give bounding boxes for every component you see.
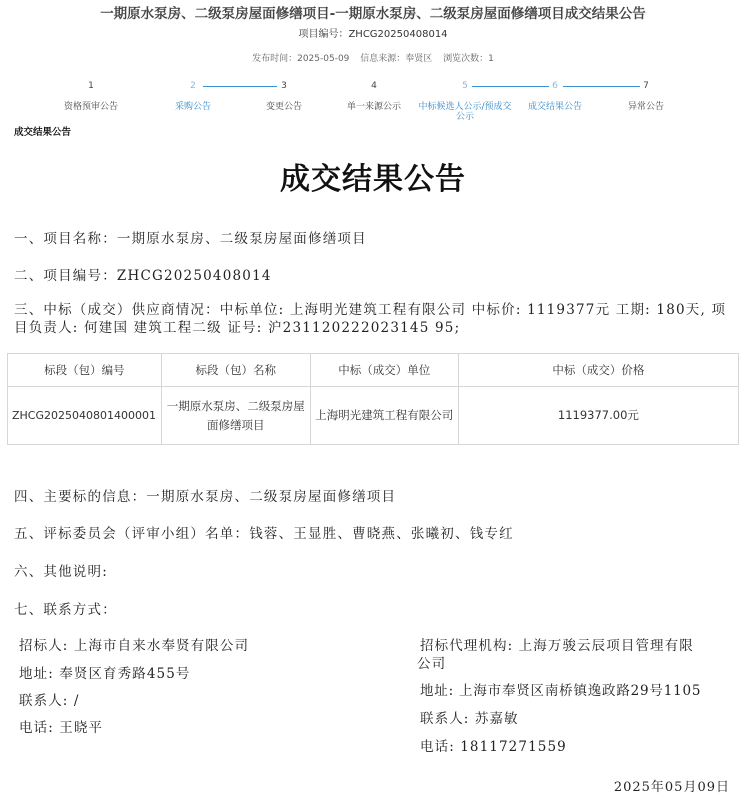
step-connector-6-7 (563, 86, 640, 87)
step-number-7: 7 (643, 81, 649, 91)
result-table (7, 353, 739, 445)
agency-contact-person: 联系人: 苏嘉敏 (420, 711, 519, 727)
step-number-1: 1 (88, 81, 94, 91)
agency-phone: 电话: 18117271559 (420, 739, 567, 755)
table-cell-price: 1119377.00元 (458, 387, 738, 445)
step-number-6: 6 (552, 81, 558, 91)
step-candidate-notice[interactable]: 中标候选人公示/预成交公示 (418, 102, 512, 122)
step-single-source[interactable]: 单一来源公示 (346, 102, 401, 112)
item-main-subject: 四、主要标的信息：一期原水泵房、二级泵房屋面修缮项目 (14, 489, 397, 505)
item-other-notes: 六、其他说明: (14, 564, 108, 580)
step-change-notice[interactable]: 变更公告 (265, 102, 302, 112)
table-header-name: 标段（包）名称 (161, 354, 310, 387)
project-code: 项目编号：ZHCG20250408014 (298, 29, 448, 40)
table-row (8, 387, 739, 445)
item-supplier-info: 三、中标（成交）供应商情况：中标单位: 上海明光建筑工程有限公司 中标价: 1119377元 工期: 180天, 项目负责人: 何建国 建筑工程二级 证号: 沪231120222023145 95; (14, 302, 727, 336)
buyer-name: 招标人: 上海市自来水奉贤有限公司 (19, 638, 250, 654)
buyer-contact-person: 联系人: / (19, 693, 80, 709)
step-exception-notice[interactable]: 异常公告 (627, 102, 664, 112)
step-connector-5-6 (472, 86, 549, 87)
table-header-price: 中标（成交）价格 (458, 354, 738, 387)
view-count: 浏览次数：1 (443, 54, 494, 64)
step-pre-qualification[interactable]: 资格预审公告 (63, 102, 118, 112)
agency-address: 地址: 上海市奉贤区南桥镇逸政路29号1105 (420, 683, 702, 699)
agency-name: 招标代理机构: 上海万骏云辰项目管理有限 (420, 638, 694, 654)
item-project-name: 一、项目名称：一期原水泵房、二级泵房屋面修缮项目 (14, 231, 367, 247)
step-connector-2-3 (203, 86, 277, 87)
section-label: 成交结果公告 (14, 127, 72, 138)
step-number-2: 2 (190, 81, 196, 91)
item-contact-heading: 七、联系方式： (14, 602, 117, 618)
notice-header-title: 一期原水泵房、二级泵房屋面修缮项目-一期原水泵房、二级泵房屋面修缮项目成交结果公告 (100, 6, 646, 22)
item-project-code: 二、项目编号：ZHCG20250408014 (14, 268, 272, 284)
step-result-notice[interactable]: 成交结果公告 (527, 102, 582, 112)
item-committee: 五、评标委员会（评审小组）名单：钱蓉、王显胜、曹晓燕、张曦初、钱专红 (14, 526, 514, 542)
table-header-row (8, 354, 739, 387)
agency-name-continued: 公司 (417, 656, 447, 672)
table-cell-unit: 上海明光建筑工程有限公司 (310, 387, 458, 445)
step-number-5: 5 (462, 81, 468, 91)
table-header-unit: 中标（成交）单位 (310, 354, 458, 387)
step-procurement-notice[interactable]: 采购公告 (174, 102, 211, 112)
step-number-4: 4 (371, 81, 377, 91)
page-title: 成交结果公告 (280, 162, 466, 197)
notice-date: 2025年05月09日 (613, 780, 730, 795)
table-header-code: 标段（包）编号 (8, 354, 162, 387)
buyer-address: 地址: 奉贤区育秀路455号 (19, 666, 191, 682)
table-cell-code: ZHCG2025040801400001 (8, 387, 162, 445)
step-number-3: 3 (281, 81, 287, 91)
buyer-phone: 电话: 王晓平 (19, 720, 104, 736)
info-source: 信息来源：奉贤区 (360, 54, 433, 64)
publish-time: 发布时间：2025-05-09 (252, 54, 350, 64)
table-cell-name: 一期原水泵房、二级泵房屋面修缮项目 (161, 387, 310, 445)
notice-meta (0, 51, 746, 64)
